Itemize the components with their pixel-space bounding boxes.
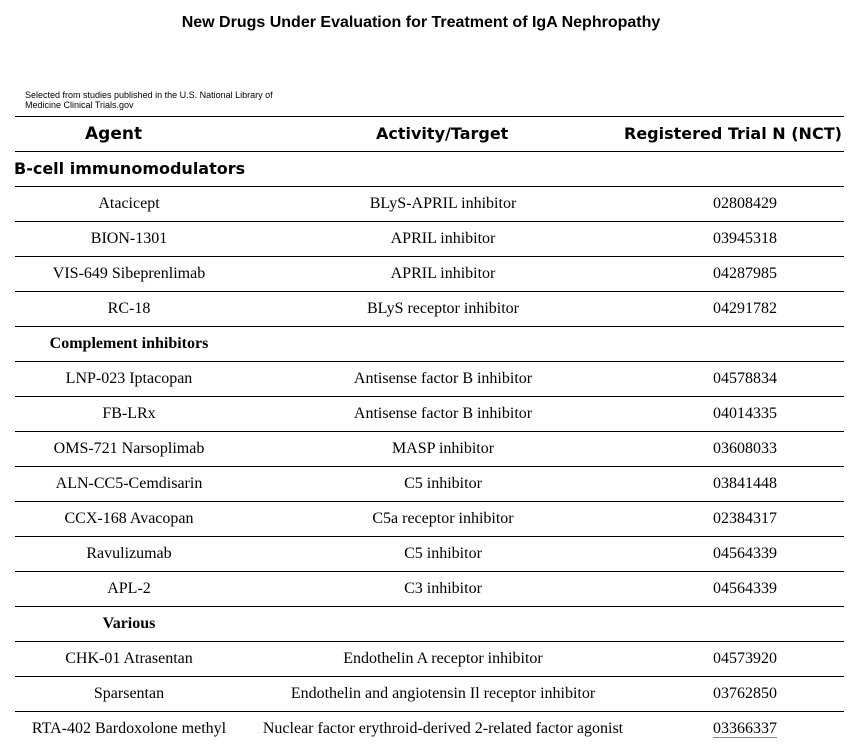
trial-number: 04287985 bbox=[713, 265, 777, 282]
trial-number-cell bbox=[645, 650, 845, 668]
table-row bbox=[15, 677, 844, 712]
agent-cell bbox=[15, 405, 243, 423]
table-row bbox=[15, 432, 844, 467]
activity-target: Nuclear factor erythroid-derived 2-related factor agonist bbox=[262, 720, 624, 737]
agent-name: CCX-168 Avacopan bbox=[64, 510, 194, 527]
table-row bbox=[15, 397, 844, 432]
agent-name: CHK-01 Atrasentan bbox=[65, 650, 193, 667]
trial-number-cell bbox=[645, 545, 845, 563]
agent-cell bbox=[15, 580, 243, 598]
activity-cell bbox=[243, 195, 643, 213]
activity-cell bbox=[243, 720, 643, 738]
table-row bbox=[15, 537, 844, 572]
trial-number: 03945318 bbox=[713, 230, 777, 247]
trial-number-cell bbox=[645, 720, 845, 738]
activity-target: APRIL inhibitor bbox=[390, 265, 496, 282]
activity-target: Antisense factor B inhibitor bbox=[353, 405, 533, 422]
agent-name: FB-LRx bbox=[102, 405, 156, 422]
section-title: B-cell immunomodulators bbox=[14, 159, 246, 178]
agent-cell bbox=[15, 300, 243, 318]
trial-number-cell bbox=[645, 475, 845, 493]
table-row bbox=[15, 362, 844, 397]
agent-name: Ravulizumab bbox=[86, 545, 172, 562]
trial-number: 04014335 bbox=[713, 405, 777, 422]
table-row bbox=[15, 222, 844, 257]
trial-number: 04578834 bbox=[713, 370, 777, 387]
section-row bbox=[15, 607, 844, 642]
drug-table bbox=[15, 116, 844, 746]
activity-target: C3 inhibitor bbox=[404, 580, 482, 597]
agent-cell bbox=[15, 685, 243, 703]
activity-cell bbox=[243, 685, 643, 703]
activity-target: BLyS receptor inhibitor bbox=[367, 300, 519, 317]
agent-name: LNP-023 Iptacopan bbox=[65, 370, 193, 387]
agent-name: VIS-649 Sibeprenlimab bbox=[52, 265, 206, 282]
activity-cell bbox=[243, 265, 643, 283]
agent-cell bbox=[15, 265, 243, 283]
source-note: Selected from studies published in the U.S. National Library of Medicine Clinical Trials.gov bbox=[25, 90, 273, 110]
activity-cell bbox=[243, 370, 643, 388]
trial-number: 02384317 bbox=[713, 510, 777, 527]
table-row bbox=[15, 467, 844, 502]
trial-number: 02808429 bbox=[713, 195, 777, 212]
trial-number-cell bbox=[645, 370, 845, 388]
trial-number: 04291782 bbox=[713, 300, 777, 317]
agent-name: Sparsentan bbox=[93, 685, 165, 702]
trial-number: 04564339 bbox=[713, 545, 777, 562]
table-body bbox=[15, 152, 844, 746]
trial-number-cell bbox=[645, 510, 845, 528]
table-row bbox=[15, 292, 844, 327]
table-row bbox=[15, 712, 844, 746]
table-row bbox=[15, 502, 844, 537]
header-activity-target: Activity/Target bbox=[376, 124, 509, 143]
activity-target: C5 inhibitor bbox=[404, 475, 482, 492]
section-row bbox=[15, 327, 844, 362]
header-trial-number: Registered Trial N (NCT) bbox=[624, 124, 842, 143]
trial-number-cell bbox=[645, 230, 845, 248]
agent-name: APL-2 bbox=[107, 580, 151, 597]
trial-number: 03608033 bbox=[713, 440, 777, 457]
agent-name: RC-18 bbox=[107, 300, 151, 317]
trial-number-cell bbox=[645, 300, 845, 318]
trial-number-cell bbox=[645, 195, 845, 213]
activity-cell bbox=[243, 440, 643, 458]
activity-target: APRIL inhibitor bbox=[390, 230, 496, 247]
activity-cell bbox=[243, 475, 643, 493]
agent-name: BION-1301 bbox=[90, 230, 168, 247]
activity-cell bbox=[243, 300, 643, 318]
activity-cell bbox=[243, 545, 643, 563]
trial-number-cell bbox=[645, 685, 845, 703]
trial-number-cell bbox=[645, 440, 845, 458]
agent-cell bbox=[15, 230, 243, 248]
table-header bbox=[15, 116, 844, 152]
agent-cell bbox=[15, 475, 243, 493]
section-row bbox=[15, 152, 844, 187]
agent-cell bbox=[15, 545, 243, 563]
agent-name: Atacicept bbox=[98, 195, 160, 212]
section-title: Various bbox=[102, 615, 156, 632]
activity-target: Endothelin and angiotensin Il receptor inhibitor bbox=[290, 685, 596, 702]
trial-number: 04564339 bbox=[713, 580, 777, 597]
agent-name: OMS-721 Narsoplimab bbox=[53, 440, 205, 457]
trial-number: 04573920 bbox=[713, 650, 777, 667]
activity-cell bbox=[243, 230, 643, 248]
agent-cell bbox=[15, 440, 243, 458]
table-row bbox=[15, 642, 844, 677]
agent-name: RTA-402 Bardoxolone methyl bbox=[31, 720, 227, 737]
activity-target: C5 inhibitor bbox=[404, 545, 482, 562]
trial-number-cell bbox=[645, 580, 845, 598]
agent-cell bbox=[15, 195, 243, 213]
activity-cell bbox=[243, 650, 643, 668]
trial-number: 03366337 bbox=[713, 720, 777, 737]
agent-cell bbox=[15, 510, 243, 528]
table-row bbox=[15, 187, 844, 222]
trial-number: 03762850 bbox=[713, 685, 777, 702]
agent-cell bbox=[15, 370, 243, 388]
header-agent: Agent bbox=[85, 124, 143, 144]
agent-name: ALN-CC5-Cemdisarin bbox=[55, 475, 203, 492]
table-row bbox=[15, 257, 844, 292]
activity-cell bbox=[243, 510, 643, 528]
activity-cell bbox=[243, 580, 643, 598]
activity-target: MASP inhibitor bbox=[391, 440, 495, 457]
activity-target: C5a receptor inhibitor bbox=[372, 510, 514, 527]
table-row bbox=[15, 572, 844, 607]
activity-cell bbox=[243, 405, 643, 423]
trial-number-cell bbox=[645, 405, 845, 423]
trial-number: 03841448 bbox=[713, 475, 777, 492]
section-title: Complement inhibitors bbox=[49, 335, 209, 352]
activity-target: Antisense factor B inhibitor bbox=[353, 370, 533, 387]
page-title: New Drugs Under Evaluation for Treatment of IgA Nephropathy bbox=[181, 14, 661, 31]
trial-number-cell bbox=[645, 265, 845, 283]
agent-cell bbox=[15, 720, 243, 738]
agent-cell bbox=[15, 650, 243, 668]
activity-target: BLyS-APRIL inhibitor bbox=[369, 195, 517, 212]
activity-target: Endothelin A receptor inhibitor bbox=[343, 650, 543, 667]
